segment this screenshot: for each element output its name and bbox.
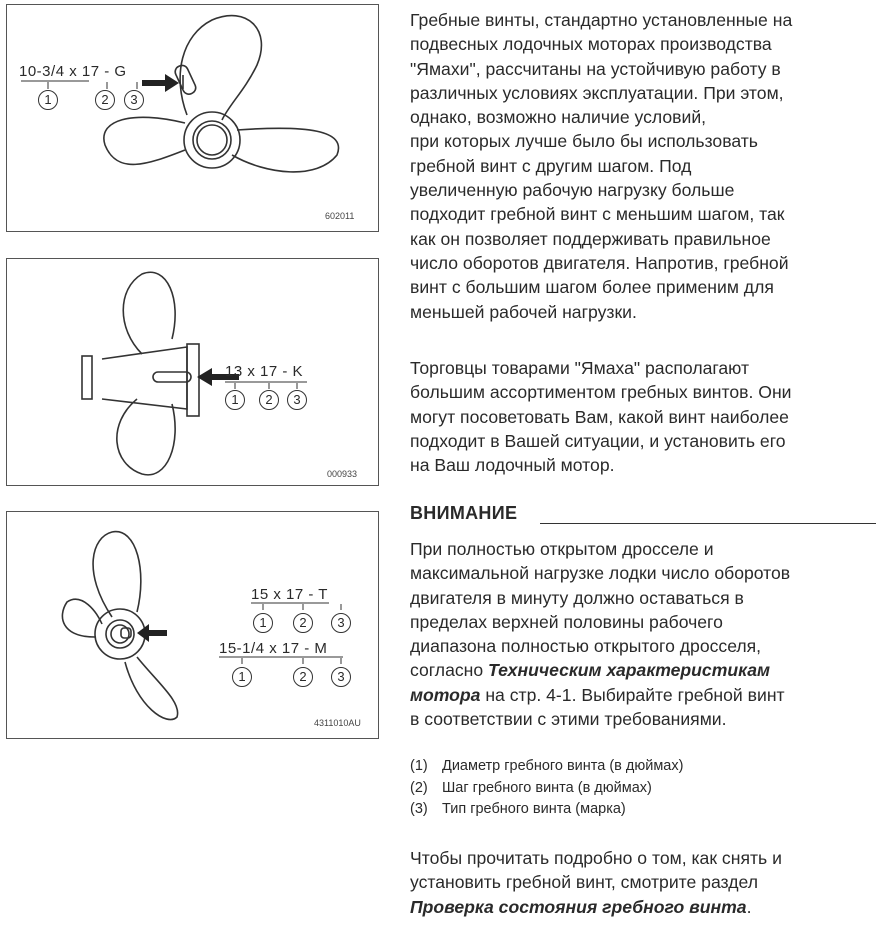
figure-propeller-3: [6, 511, 379, 739]
note-number: (1): [410, 758, 428, 774]
figure-propeller-1: [6, 4, 379, 232]
marker-3: 3: [331, 667, 351, 687]
text-line: [410, 658, 890, 682]
spec-reference: Техническим характеристикам: [488, 660, 771, 681]
text-line: подходит в Вашей ситуации, и установить его: [410, 430, 786, 451]
text-line: на Ваш лодочный мотор.: [410, 455, 615, 476]
marker-2: 2: [293, 613, 313, 633]
figure-code-3: 4311010AU: [314, 718, 361, 728]
blade-upper: [123, 272, 175, 354]
blade-right: [232, 128, 339, 172]
marker-3: 3: [287, 390, 307, 410]
propeller-spec-3b: 15-1/4 x 17 - M: [219, 640, 328, 657]
text-span: согласно: [410, 660, 489, 681]
propeller-spec-2: 13 x 17 - K: [225, 363, 304, 380]
text-line: при которых лучше было бы использовать: [410, 131, 758, 152]
marker-1: 1: [253, 613, 273, 633]
text-line: двигателя в минуту должно оставаться в: [410, 587, 744, 608]
text-line: могут посоветовать Вам, какой винт наиболее: [410, 406, 789, 427]
arrow-pointer: [142, 74, 179, 92]
marker-2: 2: [259, 390, 279, 410]
blade-left: [62, 599, 102, 637]
propeller-spec-1: 10-3/4 x 17 - G: [19, 63, 127, 80]
figure-code-2: 000933: [327, 469, 358, 479]
blade-lower: [125, 657, 178, 720]
text-line: пределах верхней половины рабочего: [410, 611, 723, 632]
marker-1: 1: [225, 390, 245, 410]
section-reference: Проверка состояния гребного винта: [410, 896, 747, 917]
marker-3: 3: [124, 90, 144, 110]
figure-propeller-2: [6, 258, 379, 486]
propeller-spec-3a: 15 x 17 - T: [251, 586, 328, 603]
propeller-2-drawing: [7, 259, 377, 484]
text-span: .: [746, 896, 752, 917]
blade-upper: [93, 532, 141, 617]
text-line: установить гребной винт, смотрите раздел: [410, 872, 758, 893]
text-line: При полностью открытом дросселе и: [410, 539, 714, 559]
arrow-pointer: [137, 624, 167, 642]
text-line: увеличенную рабочую нагрузку больше: [410, 180, 735, 201]
warning-paragraph: [410, 537, 890, 731]
text-line: подходит гребной винт с меньшим шагом, так: [410, 204, 785, 225]
note-item: [410, 799, 683, 821]
note-text: Тип гребного винта (марка): [442, 801, 626, 817]
text-line: [410, 683, 890, 707]
legend-notes: [410, 756, 683, 821]
intro-paragraph: [410, 8, 890, 324]
text-line: максимальной нагрузке лодки число оборотов: [410, 563, 791, 584]
marker-2: 2: [293, 667, 313, 687]
dealer-paragraph: [410, 356, 890, 477]
text-line: диапазона полностью открытого дросселя,: [410, 636, 762, 657]
blade-top: [180, 16, 261, 120]
text-line: Гребные винты, стандартно установленные на: [410, 10, 793, 30]
text-line: Торговцы товарами "Ямаха" располагают: [410, 358, 750, 378]
note-number: (3): [410, 801, 428, 817]
text-line: однако, возможно наличие условий,: [410, 107, 707, 128]
text-line: винт с большим шагом более применим для: [410, 277, 774, 298]
marker-1: 1: [38, 90, 58, 110]
note-item: [410, 756, 683, 778]
propeller-1-drawing: [7, 5, 377, 230]
spec-reference: мотора: [410, 684, 481, 705]
marker-2: 2: [95, 90, 115, 110]
footer-paragraph: [410, 846, 890, 919]
text-line: подвесных лодочных моторах производства: [410, 34, 772, 55]
text-line: [410, 895, 890, 919]
propeller-3-drawing: [7, 512, 377, 737]
warning-title: ВНИМАНИЕ: [410, 503, 518, 523]
text-line: большим ассортиментом гребных винтов. Они: [410, 382, 792, 403]
text-line: как он позволяет поддерживать правильное: [410, 228, 771, 249]
note-item: [410, 778, 683, 800]
text-line: различных условиях эксплуатации. При этом,: [410, 82, 784, 103]
warning-underline: [540, 523, 876, 524]
note-text: Шаг гребного винта (в дюймах): [442, 779, 652, 796]
note-number: (2): [410, 779, 428, 796]
text-line: число оборотов двигателя. Напротив, гребной: [410, 252, 789, 273]
text-span: на стр. 4-1. Выбирайте гребной винт: [480, 684, 785, 705]
text-line: гребной винт с другим шагом. Под: [410, 155, 692, 176]
text-line: "Ямахи", рассчитаны на устойчивую работу в: [410, 58, 781, 79]
marker-1: 1: [232, 667, 252, 687]
blade-lower: [117, 399, 175, 475]
text-line: в соответствии с этими требованиями.: [410, 709, 727, 730]
blade-left: [104, 117, 185, 164]
text-line: меньшей рабочей нагрузки.: [410, 301, 637, 322]
note-text: Диаметр гребного винта (в дюймах): [442, 758, 684, 774]
marker-3: 3: [331, 613, 351, 633]
text-line: Чтобы прочитать подробно о том, как снять и: [410, 848, 782, 868]
figure-code-1: 602011: [325, 211, 355, 221]
